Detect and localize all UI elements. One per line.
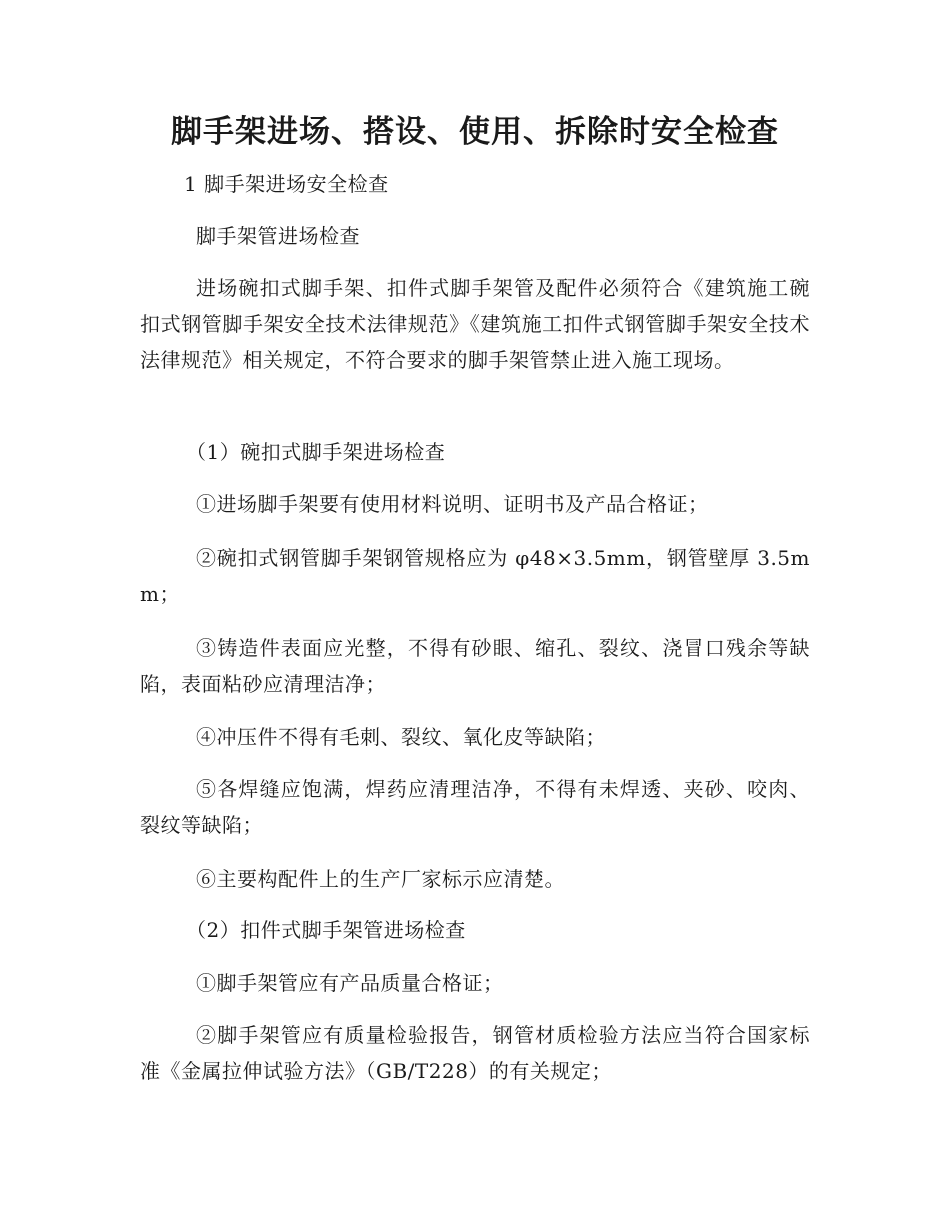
list-item: ①进场脚手架要有使用材料说明、证明书及产品合格证； (196, 492, 709, 516)
subheading: 脚手架管进场检查 (196, 224, 360, 248)
list-item: ⑥主要构配件上的生产厂家标示应清楚。 (196, 867, 565, 891)
list-item: ③铸造件表面应光整，不得有砂眼、缩孔、裂纹、浇冒口残余等缺陷，表面粘砂应清理洁净； (140, 636, 810, 696)
document-title: 脚手架进场、搭设、使用、拆除时安全检查 (171, 114, 779, 150)
list-item: ②碗扣式钢管脚手架钢管规格应为 φ48×3.5mm，钢管壁厚 3.5mm； (140, 546, 810, 606)
section-heading: 1 脚手架进场安全检查 (184, 172, 389, 196)
intro-paragraph: 进场碗扣式脚手架、扣件式脚手架管及配件必须符合《建筑施工碗扣式钢管脚手架安全技术法律规范》《建筑施工扣件式钢管脚手架安全技术法律规范》相关规定，不符合要求的脚手架管禁止进入施工现场。 (140, 276, 810, 372)
bowl-scaffold-heading: （1）碗扣式脚手架进场检查 (186, 440, 446, 464)
fastener-scaffold-heading: （2）扣件式脚手架管进场检查 (186, 918, 466, 942)
list-item: ②脚手架管应有质量检验报告，钢管材质检验方法应当符合国家标准《金属拉伸试验方法》（GB/T228）的有关规定； (140, 1023, 810, 1083)
list-item: ④冲压件不得有毛刺、裂纹、氧化皮等缺陷； (196, 725, 606, 749)
list-item: ①脚手架管应有产品质量合格证； (196, 971, 504, 995)
list-item: ⑤各焊缝应饱满，焊药应清理洁净，不得有未焊透、夹砂、咬肉、裂纹等缺陷； (140, 777, 810, 837)
